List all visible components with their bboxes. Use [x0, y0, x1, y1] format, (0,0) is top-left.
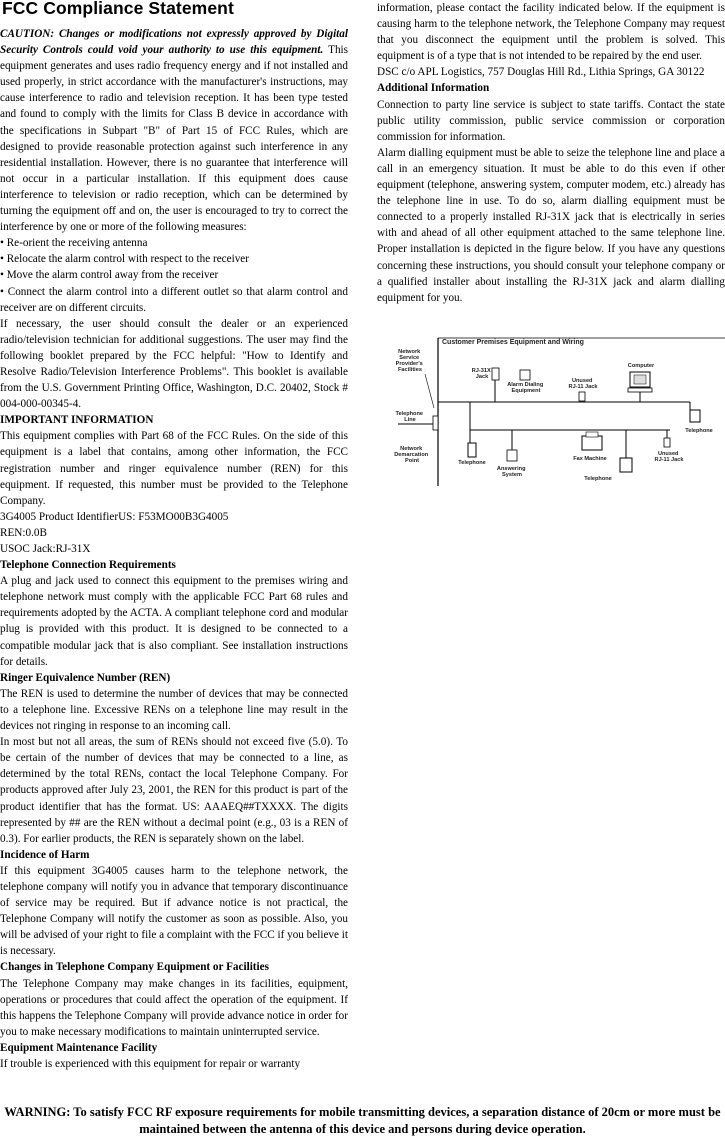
provider-pointer — [425, 374, 434, 408]
unused-bottom-label — [655, 451, 685, 463]
page-title: FCC Compliance Statement — [2, 0, 234, 18]
alarm-dialing-text: Equipment — [511, 388, 541, 394]
alarm-dialing-label — [507, 382, 545, 394]
measure-bullet: • Re-orient the receiving antenna — [0, 237, 148, 250]
provider-label — [396, 349, 425, 373]
wiring-diagram — [370, 330, 725, 490]
computer-screen-icon — [634, 375, 646, 384]
ren-heading: Ringer Equivalence Number (REN) — [0, 671, 171, 684]
provider-line: Network — [398, 349, 421, 355]
right-column — [377, 0, 725, 306]
answering-text: Answering — [496, 466, 526, 472]
important-paragraph: This equipment complies with Part 68 of the FCC Rules. On the side of this equipment is a label that contains, among other information, the FCC registration number and ringer equivalence number (REN) for this equipment. If requested, this number must be provided to the Telephone Company. — [0, 430, 348, 507]
answering-system-icon — [507, 450, 517, 461]
maintenance-continued: information, please contact the facility indicated below. If the equipment is causing harm to the telephone network, the Telephone Company may request that you disconnect the equipment until the problem is solved. This equipment is of a type that is not intended to be repaired by the end user. — [377, 2, 725, 63]
service-address: DSC c/o APL Logistics, 757 Douglas Hill Rd., Lithia Springs, GA 30122 — [377, 66, 705, 79]
measure-bullet: • Relocate the alarm control with respect to the receiver — [0, 253, 249, 266]
unused-top-text: RJ-11 Jack — [568, 384, 598, 390]
telephone-bottom-label: Telephone — [584, 476, 612, 482]
additional-heading: Additional Information — [377, 82, 490, 95]
fax-machine-icon — [582, 436, 602, 450]
demarcation-box-icon — [433, 416, 438, 430]
important-heading: IMPORTANT INFORMATION — [0, 414, 154, 427]
fax-machine-label: Fax Machine — [573, 456, 607, 462]
measure-bullet: • Move the alarm control away from the receiver — [0, 269, 219, 282]
tcr-heading: Telephone Connection Requirements — [0, 559, 176, 572]
unused-jack-icon — [579, 392, 585, 401]
diagram-title: Customer Premises Equipment and Wiring — [442, 339, 584, 346]
changes-heading: Changes in Telephone Company Equipment or Facilities — [0, 961, 269, 974]
ren-paragraph: The REN is used to determine the number of devices that may be connected to a telephone line. Excessive RENs on a telephone line may result in the devices not ringing in response to an incoming call. — [0, 687, 348, 733]
provider-line: Provider's — [395, 361, 423, 367]
caution-text: This equipment generates and uses radio frequency energy and if not installed and used properly, in strict accordance with the manufacturer's instructions, may cause interference to radio and television reception. It has been type tested and found to comply with the limits for Class B device in accordance with the specifications in Subpart "B" of Part 15 of FCC Rules, which are designed to provide reasonable protection against such interference in any residential installation. However, there is no guarantee that interference will not occur in a particular installation. If this equipment does cause interference to television or radio reception, which can be determined by turning the equipment off and on, the user is encouraged to try to correct the interference by one or more of the following measures: — [0, 44, 348, 234]
ren-value: REN:0.0B — [0, 526, 47, 539]
unused-top-text: Unused — [571, 378, 593, 384]
demarcation-text: Demarcation — [394, 452, 429, 458]
telephone-bottom-icon — [620, 458, 632, 472]
unused-bottom-text: RJ-11 Jack — [654, 457, 684, 463]
rj31x-text: Jack — [475, 374, 489, 380]
measure-bullet: • Connect the alarm control into a different outlet so that alarm control and receiver are on different circuits. — [0, 285, 348, 314]
telephone-right-label: Telephone — [685, 428, 713, 434]
rf-exposure-warning: WARNING: To satisfy FCC RF exposure requirements for mobile transmitting devices, a separation distance of 20cm or more must be maintained between the antenna of this device and persons during device operation. — [4, 1105, 721, 1136]
demarcation-label — [394, 446, 429, 464]
unused-top-label — [569, 378, 599, 390]
rj31x-jack-icon — [492, 368, 499, 380]
fax-paper-icon — [586, 432, 598, 437]
telephone-mid-label: Telephone — [458, 460, 486, 466]
computer-keyboard-icon — [628, 388, 652, 392]
unused-bottom-jack-icon — [664, 438, 670, 447]
additional-paragraph: Connection to party line service is subject to state tariffs. Contact the state public utility commission, public service commission or corporation commission for information. — [377, 98, 725, 143]
telephone-right-icon — [690, 410, 700, 422]
telephone-line-text: Telephone — [395, 411, 423, 417]
rj31x-label — [472, 368, 493, 380]
maintenance-paragraph: If trouble is experienced with this equipment for repair or warranty — [0, 1058, 301, 1070]
caution-paragraph — [0, 26, 348, 235]
maintenance-heading: Equipment Maintenance Facility — [0, 1041, 158, 1054]
harm-heading: Incidence of Harm — [0, 848, 90, 861]
computer-label: Computer — [627, 363, 655, 369]
harm-paragraph: If this equipment 3G4005 causes harm to the telephone network, the telephone company will notify you in advance that temporary discontinuance of service may be required. But if advance notice is not practical, the Telephone Company will notify the customer as soon as possible. Also, you will be advised of your right to file a complaint with the FCC if you believe it is necessary. — [0, 864, 348, 958]
booklet-paragraph: If necessary, the user should consult the dealer or an experienced radio/television technician for additional suggestions. The user may find the following booklet prepared by the FCC helpful: "How to Identify and Resolve Radio/Television Interference Problems". This booklet is available from the U.S. Government Printing Office, Washington, D.C. 20402, Stock # 004-000-00345-4. — [0, 317, 348, 411]
changes-paragraph: The Telephone Company may make changes in its facilities, equipment, operations or procedures that could affect the operation of the equipment. If this happens the Telephone Company will provide advance notice in order for you to make necessary modifications to maintain uninterrupted service. — [0, 977, 348, 1038]
provider-line: Service — [399, 355, 420, 361]
telephone-mid-icon — [468, 443, 476, 457]
demarcation-text: Network — [400, 446, 423, 452]
telephone-line-text: Line — [404, 417, 416, 423]
product-identifier: 3G4005 Product IdentifierUS: F53MO00B3G4005 — [0, 510, 229, 523]
tcr-paragraph: A plug and jack used to connect this equipment to the premises wiring and telephone network must comply with the applicable FCC Part 68 rules and requirements adopted by the ACTA. A compliant telephone cord and modular plug is provided with this product. It is designed to be connected to a compatible modular jack that is also compliant. See installation instructions for details. — [0, 575, 348, 668]
alarm-paragraph: Alarm dialling equipment must be able to seize the telephone line and place a call in an emergency situation. It must be able to do this even if other equipment (telephone, answering system, computer modem, etc.) already has the telephone line in use. To do so, alarm dialling equipment must be connected to a properly installed RJ-31X jack that is electrically in series with and ahead of all other equipment attached to the same telephone line. Proper installation is depicted in the figure below. If you have any questions concerning these instructions, you should consult your telephone company or a qualified installer about installing the RJ-31X jack and alarm dialling equipment for you. — [377, 146, 725, 304]
answering-text: System — [502, 472, 522, 478]
usoc-jack: USOC Jack:RJ-31X — [0, 543, 91, 555]
demarcation-text: Point — [405, 458, 419, 464]
answering-label — [497, 466, 527, 478]
ren-paragraph: In most but not all areas, the sum of RENs should not exceed five (5.0). To be certain of the number of devices that may be connected to a line, as determined by the total RENs, contact the local Telephone Company. For products approved after July 23, 2001, the REN for this product is part of the product identifier that has the format. US: AAAEQ##TXXXX. The digits represented by ## are the REN without a decimal point (e.g., 03 is a REN of 0.3). For earlier products, the REN is separately shown on the label. — [0, 736, 348, 845]
provider-line: Facilities — [398, 367, 422, 373]
unused-bottom-text: Unused — [657, 451, 679, 457]
rj31x-text: RJ-31X — [471, 368, 491, 374]
alarm-dialer-icon — [520, 370, 530, 380]
alarm-dialing-text: Alarm Dialing — [507, 382, 544, 388]
telephone-line-label — [395, 411, 424, 423]
left-column — [0, 26, 348, 1072]
caution-bold: CAUTION: Changes or modifications not expressly approved by Digital Security Controls could void your authority to use this equipment. — [0, 28, 348, 57]
